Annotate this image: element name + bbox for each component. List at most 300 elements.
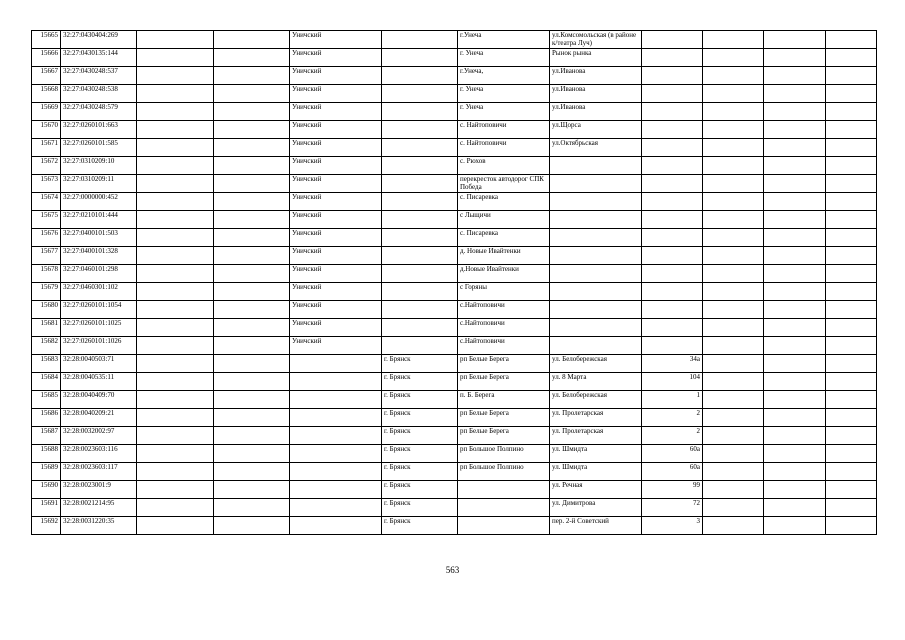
row-number-cell: 15674 xyxy=(32,193,61,211)
district-cell xyxy=(290,373,382,391)
empty-cell xyxy=(137,157,214,175)
cadastral-number-cell: 32:27:0000000:452 xyxy=(61,193,137,211)
empty-cell xyxy=(826,463,877,481)
empty-cell xyxy=(826,121,877,139)
empty-cell xyxy=(703,121,764,139)
district-cell: Уничский xyxy=(290,193,382,211)
empty-cell xyxy=(764,229,826,247)
table-row xyxy=(32,391,877,409)
empty-cell xyxy=(214,121,290,139)
district-cell xyxy=(290,517,382,535)
empty-cell xyxy=(826,211,877,229)
empty-cell xyxy=(214,391,290,409)
empty-cell xyxy=(703,139,764,157)
row-number-cell: 15670 xyxy=(32,121,61,139)
table-row xyxy=(32,373,877,391)
empty-cell xyxy=(137,31,214,49)
house-number-cell: 72 xyxy=(642,499,703,517)
empty-cell xyxy=(137,409,214,427)
table-row xyxy=(32,499,877,517)
empty-cell xyxy=(137,139,214,157)
district-cell xyxy=(290,427,382,445)
empty-cell xyxy=(703,211,764,229)
table-row xyxy=(32,463,877,481)
empty-cell xyxy=(703,67,764,85)
empty-cell xyxy=(137,247,214,265)
row-number-cell: 15666 xyxy=(32,49,61,67)
street-cell xyxy=(550,157,642,175)
district-cell xyxy=(290,499,382,517)
empty-cell xyxy=(826,499,877,517)
settlement-cell: г. Унеча xyxy=(458,85,550,103)
empty-cell xyxy=(703,175,764,193)
empty-cell xyxy=(764,499,826,517)
city-cell xyxy=(382,31,458,49)
house-number-cell xyxy=(642,211,703,229)
empty-cell xyxy=(137,265,214,283)
cadastral-number-cell: 32:28:0023001:9 xyxy=(61,481,137,499)
empty-cell xyxy=(703,301,764,319)
city-cell xyxy=(382,265,458,283)
empty-cell xyxy=(137,175,214,193)
empty-cell xyxy=(826,175,877,193)
house-number-cell xyxy=(642,301,703,319)
district-cell: Уничский xyxy=(290,31,382,49)
district-cell: Уничский xyxy=(290,157,382,175)
row-number-cell: 15675 xyxy=(32,211,61,229)
district-cell: Уничский xyxy=(290,265,382,283)
table-row xyxy=(32,49,877,67)
empty-cell xyxy=(764,103,826,121)
settlement-cell: рп Большое Полпино xyxy=(458,463,550,481)
cadastral-number-cell: 32:27:0430248:538 xyxy=(61,85,137,103)
street-cell xyxy=(550,301,642,319)
table-row xyxy=(32,283,877,301)
table-row xyxy=(32,517,877,535)
cadastral-number-cell: 32:27:0260101:1054 xyxy=(61,301,137,319)
street-cell: ул. Шмидта xyxy=(550,445,642,463)
cadastral-number-cell: 32:28:0031220:35 xyxy=(61,517,137,535)
district-cell: Уничский xyxy=(290,121,382,139)
empty-cell xyxy=(214,499,290,517)
empty-cell xyxy=(703,31,764,49)
cadastral-number-cell: 32:27:0210101:444 xyxy=(61,211,137,229)
empty-cell xyxy=(703,247,764,265)
empty-cell xyxy=(703,49,764,67)
empty-cell xyxy=(703,355,764,373)
empty-cell xyxy=(214,31,290,49)
house-number-cell: 1 xyxy=(642,391,703,409)
table-row xyxy=(32,211,877,229)
empty-cell xyxy=(826,103,877,121)
empty-cell xyxy=(764,49,826,67)
empty-cell xyxy=(137,445,214,463)
settlement-cell: с Горяны xyxy=(458,283,550,301)
empty-cell xyxy=(214,67,290,85)
street-cell: ул. Белобережская xyxy=(550,391,642,409)
district-cell: Уничский xyxy=(290,319,382,337)
row-number-cell: 15676 xyxy=(32,229,61,247)
empty-cell xyxy=(214,481,290,499)
cadastral-number-cell: 32:28:0040535:11 xyxy=(61,373,137,391)
city-cell xyxy=(382,193,458,211)
cadastral-number-cell: 32:27:0430248:579 xyxy=(61,103,137,121)
row-number-cell: 15684 xyxy=(32,373,61,391)
city-cell xyxy=(382,85,458,103)
row-number-cell: 15669 xyxy=(32,103,61,121)
settlement-cell: с. Писаревка xyxy=(458,193,550,211)
district-cell: Уничский xyxy=(290,139,382,157)
empty-cell xyxy=(214,229,290,247)
table-row xyxy=(32,85,877,103)
empty-cell xyxy=(764,391,826,409)
street-cell: ул. Пролетарская xyxy=(550,427,642,445)
cadastral-number-cell: 32:27:0430404:269 xyxy=(61,31,137,49)
empty-cell xyxy=(826,31,877,49)
table-row xyxy=(32,229,877,247)
empty-cell xyxy=(703,157,764,175)
house-number-cell xyxy=(642,85,703,103)
street-cell xyxy=(550,229,642,247)
district-cell: Уничский xyxy=(290,337,382,355)
cadastral-number-cell: 32:27:0310209:11 xyxy=(61,175,137,193)
empty-cell xyxy=(764,157,826,175)
cadastral-number-cell: 32:27:0460101:298 xyxy=(61,265,137,283)
street-cell: ул. Пролетарская xyxy=(550,409,642,427)
empty-cell xyxy=(764,121,826,139)
settlement-cell: с. Рюхов xyxy=(458,157,550,175)
street-cell xyxy=(550,175,642,193)
city-cell xyxy=(382,211,458,229)
row-number-cell: 15672 xyxy=(32,157,61,175)
street-cell: ул.Щорса xyxy=(550,121,642,139)
street-cell: ул.Иванова xyxy=(550,67,642,85)
settlement-cell: с Лыщичи xyxy=(458,211,550,229)
house-number-cell xyxy=(642,175,703,193)
street-cell: ул.Иванова xyxy=(550,85,642,103)
empty-cell xyxy=(137,319,214,337)
empty-cell xyxy=(764,85,826,103)
house-number-cell xyxy=(642,283,703,301)
house-number-cell xyxy=(642,265,703,283)
district-cell: Уничский xyxy=(290,301,382,319)
empty-cell xyxy=(214,301,290,319)
empty-cell xyxy=(137,49,214,67)
empty-cell xyxy=(826,265,877,283)
district-cell: Уничский xyxy=(290,175,382,193)
empty-cell xyxy=(703,193,764,211)
city-cell xyxy=(382,283,458,301)
empty-cell xyxy=(214,85,290,103)
street-cell xyxy=(550,337,642,355)
district-cell: Уничский xyxy=(290,85,382,103)
empty-cell xyxy=(137,229,214,247)
empty-cell xyxy=(826,409,877,427)
house-number-cell xyxy=(642,193,703,211)
cadastral-number-cell: 32:28:0040409:70 xyxy=(61,391,137,409)
house-number-cell xyxy=(642,157,703,175)
house-number-cell: 104 xyxy=(642,373,703,391)
district-cell: Уничский xyxy=(290,67,382,85)
empty-cell xyxy=(826,193,877,211)
table-row xyxy=(32,409,877,427)
district-cell: Уничский xyxy=(290,247,382,265)
empty-cell xyxy=(137,283,214,301)
empty-cell xyxy=(137,85,214,103)
settlement-cell: с. Найтоповичи xyxy=(458,121,550,139)
empty-cell xyxy=(826,283,877,301)
cadastral-number-cell: 32:27:0260101:663 xyxy=(61,121,137,139)
empty-cell xyxy=(137,211,214,229)
row-number-cell: 15668 xyxy=(32,85,61,103)
house-number-cell: 60а xyxy=(642,463,703,481)
empty-cell xyxy=(826,427,877,445)
empty-cell xyxy=(137,373,214,391)
empty-cell xyxy=(214,463,290,481)
table-row xyxy=(32,319,877,337)
empty-cell xyxy=(703,337,764,355)
settlement-cell xyxy=(458,517,550,535)
empty-cell xyxy=(137,517,214,535)
street-cell: Рынок рынка xyxy=(550,49,642,67)
house-number-cell: 3 xyxy=(642,517,703,535)
empty-cell xyxy=(137,337,214,355)
row-number-cell: 15665 xyxy=(32,31,61,49)
district-cell xyxy=(290,409,382,427)
settlement-cell: д. Новые Ивайтенки xyxy=(458,247,550,265)
empty-cell xyxy=(137,103,214,121)
district-cell: Уничский xyxy=(290,229,382,247)
city-cell xyxy=(382,49,458,67)
empty-cell xyxy=(826,247,877,265)
settlement-cell: рп Белые Берега xyxy=(458,409,550,427)
empty-cell xyxy=(137,67,214,85)
table-row xyxy=(32,67,877,85)
empty-cell xyxy=(764,319,826,337)
empty-cell xyxy=(764,31,826,49)
city-cell xyxy=(382,319,458,337)
street-cell xyxy=(550,319,642,337)
house-number-cell xyxy=(642,49,703,67)
empty-cell xyxy=(826,157,877,175)
street-cell: ул.Комсомольская (в районе к/театра Луч) xyxy=(550,31,642,49)
empty-cell xyxy=(214,337,290,355)
empty-cell xyxy=(826,229,877,247)
cadastral-number-cell: 32:27:0430248:537 xyxy=(61,67,137,85)
settlement-cell: рп Белые Берега xyxy=(458,355,550,373)
empty-cell xyxy=(764,175,826,193)
street-cell xyxy=(550,283,642,301)
district-cell xyxy=(290,463,382,481)
row-number-cell: 15688 xyxy=(32,445,61,463)
street-cell: ул.Иванова xyxy=(550,103,642,121)
empty-cell xyxy=(826,85,877,103)
empty-cell xyxy=(764,211,826,229)
empty-cell xyxy=(214,193,290,211)
house-number-cell xyxy=(642,103,703,121)
empty-cell xyxy=(764,409,826,427)
empty-cell xyxy=(826,517,877,535)
house-number-cell xyxy=(642,121,703,139)
empty-cell xyxy=(764,337,826,355)
settlement-cell: рп Белые Берега xyxy=(458,373,550,391)
empty-cell xyxy=(703,499,764,517)
district-cell xyxy=(290,391,382,409)
empty-cell xyxy=(703,391,764,409)
city-cell xyxy=(382,103,458,121)
empty-cell xyxy=(826,301,877,319)
house-number-cell: 2 xyxy=(642,427,703,445)
cadastral-number-cell: 32:28:0040209:21 xyxy=(61,409,137,427)
street-cell: ул. Шмидта xyxy=(550,463,642,481)
city-cell xyxy=(382,229,458,247)
empty-cell xyxy=(826,139,877,157)
empty-cell xyxy=(214,427,290,445)
district-cell: Уничский xyxy=(290,283,382,301)
table-row xyxy=(32,193,877,211)
house-number-cell xyxy=(642,139,703,157)
settlement-cell: с.Найтоповичи xyxy=(458,301,550,319)
house-number-cell: 99 xyxy=(642,481,703,499)
cadastral-number-cell: 32:27:0260101:585 xyxy=(61,139,137,157)
table-row xyxy=(32,175,877,193)
empty-cell xyxy=(137,193,214,211)
empty-cell xyxy=(826,337,877,355)
empty-cell xyxy=(703,427,764,445)
settlement-cell xyxy=(458,499,550,517)
empty-cell xyxy=(764,445,826,463)
city-cell xyxy=(382,67,458,85)
city-cell: г. Брянск xyxy=(382,463,458,481)
row-number-cell: 15667 xyxy=(32,67,61,85)
empty-cell xyxy=(826,319,877,337)
street-cell: ул. Димитрова xyxy=(550,499,642,517)
cadastral-number-cell: 32:28:0021214:95 xyxy=(61,499,137,517)
cadastral-number-cell: 32:27:0460301:102 xyxy=(61,283,137,301)
city-cell: г. Брянск xyxy=(382,409,458,427)
empty-cell xyxy=(137,301,214,319)
settlement-cell: п. Б. Берега xyxy=(458,391,550,409)
city-cell xyxy=(382,175,458,193)
district-cell: Уничский xyxy=(290,49,382,67)
city-cell: г. Брянск xyxy=(382,391,458,409)
empty-cell xyxy=(137,355,214,373)
city-cell: г. Брянск xyxy=(382,499,458,517)
street-cell: пер. 2-й Советский xyxy=(550,517,642,535)
row-number-cell: 15678 xyxy=(32,265,61,283)
street-cell xyxy=(550,247,642,265)
row-number-cell: 15690 xyxy=(32,481,61,499)
district-cell: Уничский xyxy=(290,211,382,229)
row-number-cell: 15691 xyxy=(32,499,61,517)
empty-cell xyxy=(214,139,290,157)
city-cell xyxy=(382,121,458,139)
city-cell: г. Брянск xyxy=(382,427,458,445)
empty-cell xyxy=(764,283,826,301)
empty-cell xyxy=(764,355,826,373)
street-cell: ул. 8 Марта xyxy=(550,373,642,391)
empty-cell xyxy=(703,445,764,463)
empty-cell xyxy=(764,67,826,85)
house-number-cell: 34а xyxy=(642,355,703,373)
empty-cell xyxy=(703,283,764,301)
row-number-cell: 15685 xyxy=(32,391,61,409)
row-number-cell: 15687 xyxy=(32,427,61,445)
empty-cell xyxy=(764,427,826,445)
settlement-cell: г.Унеча, xyxy=(458,67,550,85)
settlement-cell: перекресток автодорог СПК Победа xyxy=(458,175,550,193)
empty-cell xyxy=(214,283,290,301)
empty-cell xyxy=(764,481,826,499)
row-number-cell: 15683 xyxy=(32,355,61,373)
settlement-cell: г. Унеча xyxy=(458,103,550,121)
row-number-cell: 15692 xyxy=(32,517,61,535)
street-cell xyxy=(550,265,642,283)
empty-cell xyxy=(764,193,826,211)
empty-cell xyxy=(214,319,290,337)
house-number-cell xyxy=(642,319,703,337)
settlement-cell xyxy=(458,481,550,499)
empty-cell xyxy=(703,463,764,481)
empty-cell xyxy=(214,175,290,193)
cadastral-number-cell: 32:28:0040503:71 xyxy=(61,355,137,373)
empty-cell xyxy=(703,229,764,247)
table-row xyxy=(32,103,877,121)
cadastral-number-cell: 32:28:0032002:97 xyxy=(61,427,137,445)
empty-cell xyxy=(214,49,290,67)
table-row xyxy=(32,121,877,139)
row-number-cell: 15677 xyxy=(32,247,61,265)
settlement-cell: с.Найтоповичи xyxy=(458,337,550,355)
city-cell xyxy=(382,301,458,319)
empty-cell xyxy=(826,445,877,463)
cadastral-number-cell: 32:27:0260101:1025 xyxy=(61,319,137,337)
city-cell xyxy=(382,247,458,265)
cadastral-number-cell: 32:27:0430135:144 xyxy=(61,49,137,67)
house-number-cell: 2 xyxy=(642,409,703,427)
empty-cell xyxy=(214,373,290,391)
empty-cell xyxy=(826,49,877,67)
registry-table xyxy=(31,30,877,535)
empty-cell xyxy=(764,463,826,481)
street-cell xyxy=(550,193,642,211)
settlement-cell: с. Найтоповичи xyxy=(458,139,550,157)
row-number-cell: 15673 xyxy=(32,175,61,193)
table-row xyxy=(32,445,877,463)
row-number-cell: 15689 xyxy=(32,463,61,481)
empty-cell xyxy=(214,517,290,535)
empty-cell xyxy=(703,103,764,121)
district-cell xyxy=(290,445,382,463)
table-row xyxy=(32,355,877,373)
city-cell: г. Брянск xyxy=(382,445,458,463)
empty-cell xyxy=(703,373,764,391)
empty-cell xyxy=(214,265,290,283)
empty-cell xyxy=(214,157,290,175)
table-row xyxy=(32,337,877,355)
row-number-cell: 15682 xyxy=(32,337,61,355)
city-cell: г. Брянск xyxy=(382,373,458,391)
settlement-cell: с. Писаревка xyxy=(458,229,550,247)
empty-cell xyxy=(214,445,290,463)
empty-cell xyxy=(703,481,764,499)
city-cell: г. Брянск xyxy=(382,355,458,373)
street-cell xyxy=(550,211,642,229)
empty-cell xyxy=(137,391,214,409)
cadastral-number-cell: 32:27:0260101:1026 xyxy=(61,337,137,355)
empty-cell xyxy=(764,373,826,391)
house-number-cell xyxy=(642,31,703,49)
